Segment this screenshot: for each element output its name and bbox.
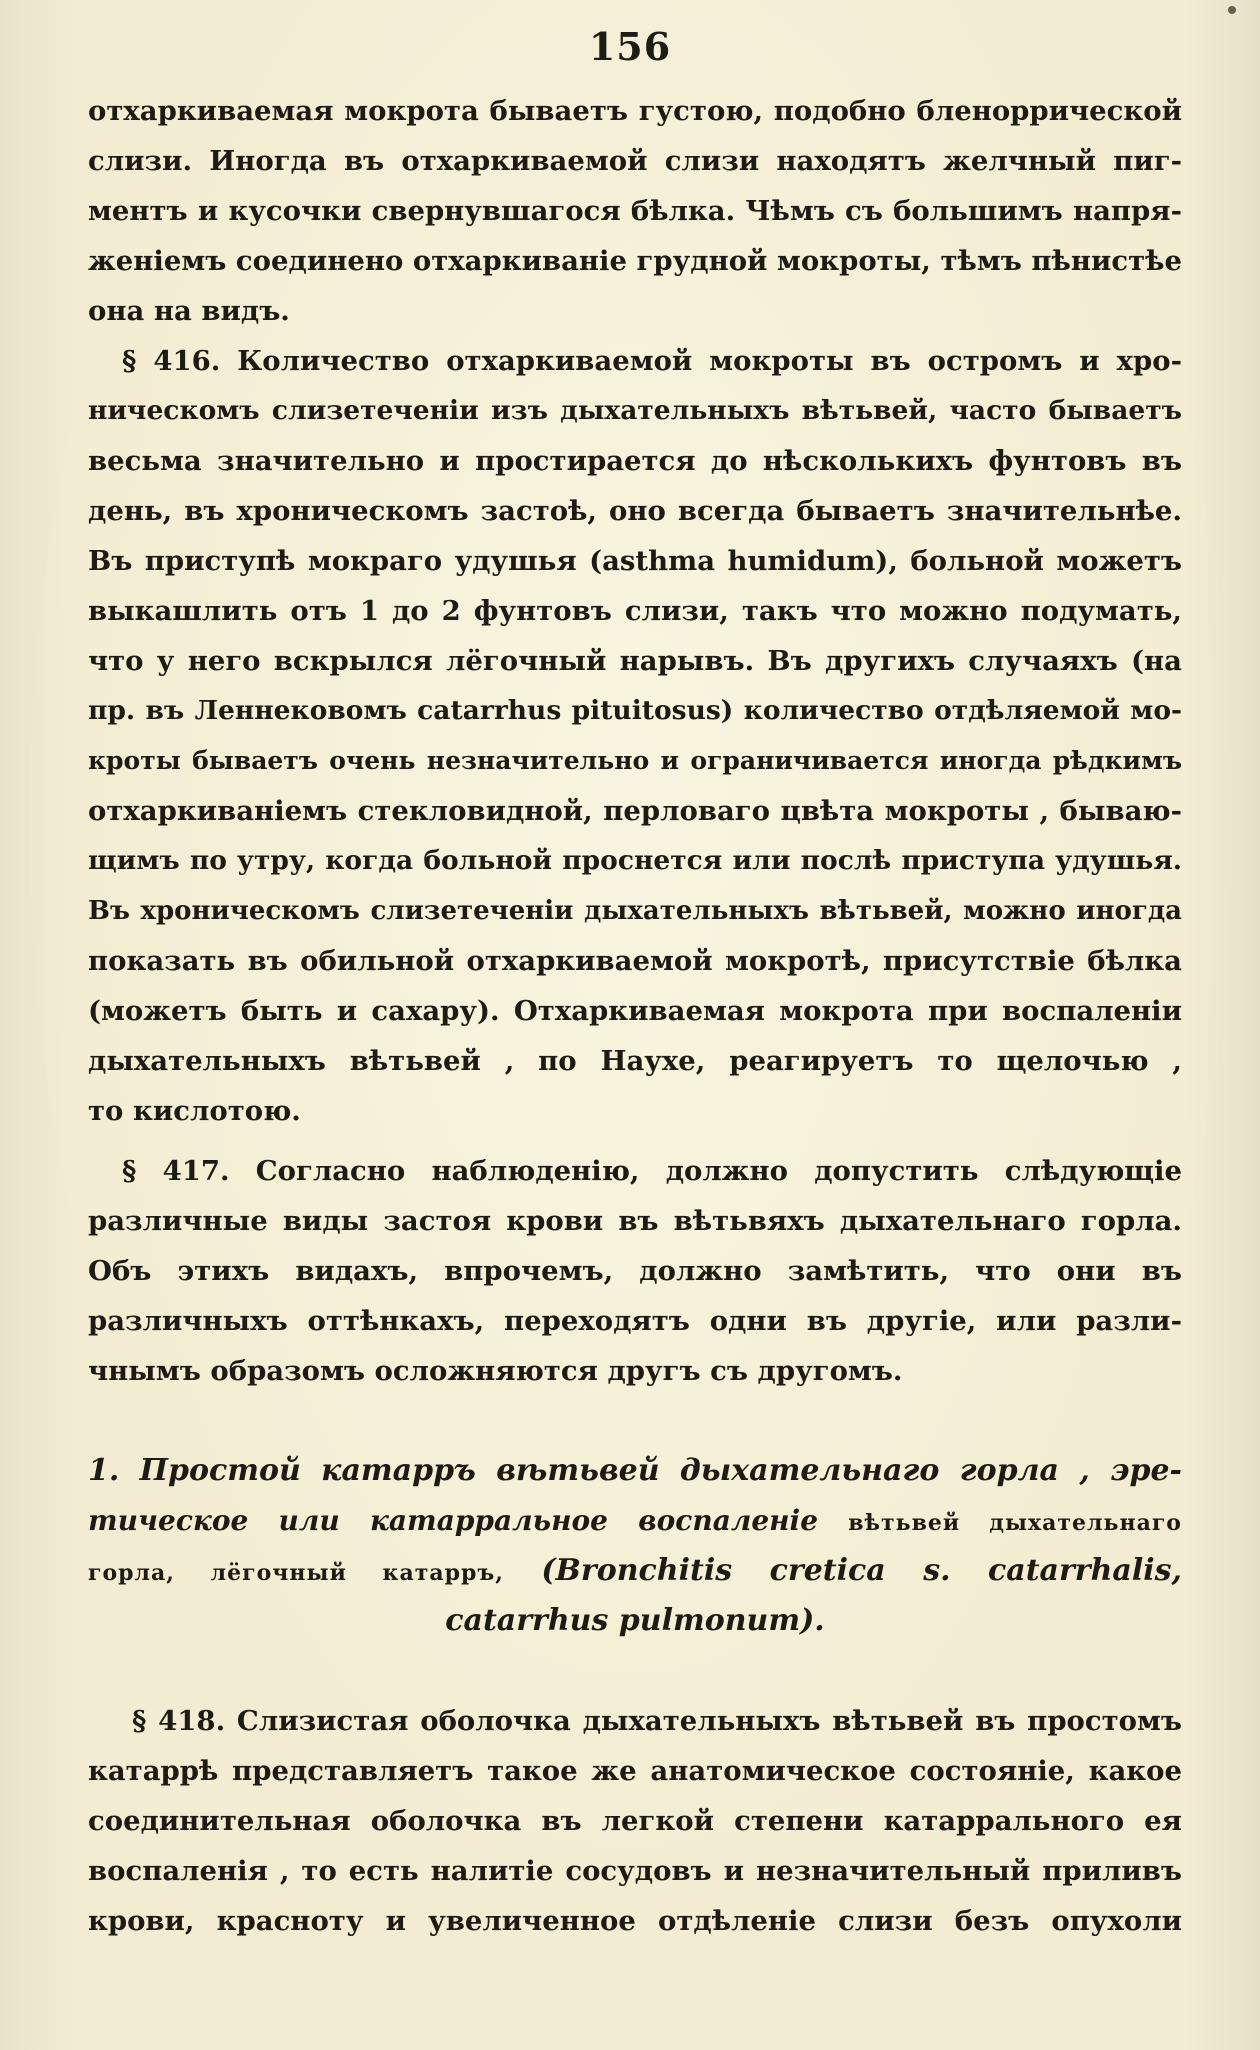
text-line: Въ хроническомъ слизетеченiи дыхательныхъ вѣтьвей, можно иногда: [88, 896, 1182, 926]
section-heading: [88, 1446, 1182, 1646]
text-line: различные виды застоя крови въ вѣтьвяхъ дыхательнаго горла.: [88, 1205, 1182, 1237]
text-line: § 417. Согласно наблюденiю, должно допустить слѣдующiе: [122, 1155, 1182, 1187]
page-number: 156: [588, 24, 672, 69]
text-line: день, въ хроническомъ застоѣ, оно всегда бываетъ значительнѣе.: [88, 495, 1182, 527]
paragraph-416: [88, 336, 1182, 1136]
text-line: соединительная оболочка въ легкой степени катаррального ея: [88, 1805, 1182, 1837]
heading-caps-part: вѣтьвей дыхательнаго: [848, 1510, 1182, 1536]
text-line: катаррѣ представляетъ такое же анатомическое состоянiе, какое: [88, 1755, 1182, 1787]
heading-line: 1. Простой катарръ вѣтьвей дыхательнаго горла , эре-: [88, 1453, 1182, 1488]
heading-italic-part: (Bronchitis cretica s. catarrhalis,: [541, 1553, 1182, 1588]
heading-caps-part: горла, лёгочный катарръ,: [88, 1560, 504, 1586]
text-line: (можетъ быть и сахару). Отхаркиваемая мокрота при воспаленiи: [88, 995, 1182, 1027]
text-line: кроты бываетъ очень незначительно и ограничивается иногда рѣдкимъ: [88, 746, 1182, 775]
heading-line: [88, 1496, 1182, 1546]
text-line: Въ приступѣ мокраго удушья (asthma humidum), больной можетъ: [88, 545, 1182, 577]
paragraph-continuation: [88, 86, 1182, 336]
text-line: весьма значительно и простирается до нѣсколькихъ фунтовъ въ: [88, 445, 1182, 477]
text-line: что у него вскрылся лёгочный нарывъ. Въ другихъ случаяхъ (на: [88, 645, 1182, 677]
text-line: выкашлить отъ 1 до 2 фунтовъ слизи, такъ что можно подумать,: [88, 595, 1182, 627]
text-line: дыхательныхъ вѣтьвей , по Наухе, реагируетъ то щелочью ,: [88, 1045, 1182, 1077]
heading-line: [88, 1546, 1182, 1596]
paragraph-417: [88, 1146, 1182, 1396]
text-line: ническомъ слизетеченiи изъ дыхательныхъ вѣтьвей, часто бываетъ: [88, 395, 1182, 426]
text-line: § 418. Слизистая оболочка дыхательныхъ вѣтьвей въ простомъ: [132, 1705, 1182, 1737]
heading-italic-part: тическое или катарральное воспаленiе: [88, 1504, 819, 1537]
text-line: отхаркиванiемъ стекловидной, перловаго цвѣта мокроты , бываю-: [88, 795, 1182, 827]
text-line: она на видъ.: [88, 295, 290, 327]
text-line: женiемъ соединено отхаркиванiе грудной мокроты, тѣмъ пѣнистѣе: [88, 245, 1182, 277]
text-line: то кислотою.: [88, 1095, 301, 1127]
text-line: показать въ обильной отхаркиваемой мокротѣ, присутствiе бѣлка: [88, 945, 1182, 977]
text-line: ментъ и кусочки свернувшагося бѣлка. Чѣмъ съ большимъ напря-: [88, 195, 1182, 227]
paragraph-418: [88, 1696, 1182, 1946]
text-line: отхаркиваемая мокрота бываетъ густою, подобно бленоррической: [88, 95, 1182, 127]
text-line: Объ этихъ видахъ, впрочемъ, должно замѣтить, что они въ: [88, 1255, 1182, 1287]
text-line: воспаленiя , то есть налитiе сосудовъ и незначительный приливъ: [88, 1855, 1182, 1887]
text-line: слизи. Иногда въ отхаркиваемой слизи находятъ желчный пиг-: [88, 145, 1182, 177]
text-line: крови, красноту и увеличенное отдѣленiе слизи безъ опухоли: [88, 1905, 1182, 1937]
text-line: чнымъ образомъ осложняются другъ съ другомъ.: [88, 1355, 903, 1387]
text-line: щимъ по утру, когда больной проснется или послѣ приступа удушья.: [88, 845, 1182, 876]
text-line: различныхъ оттѣнкахъ, переходятъ одни въ другiе, или разли-: [88, 1305, 1182, 1337]
text-line: пр. въ Леннековомъ catarrhus pituitosus) количество отдѣляемой мо-: [88, 695, 1182, 726]
heading-line: catarrhus pulmonum).: [445, 1603, 825, 1638]
text-line: § 416. Количество отхаркиваемой мокроты въ остромъ и хро-: [122, 345, 1182, 377]
ink-spot: [1228, 6, 1236, 14]
